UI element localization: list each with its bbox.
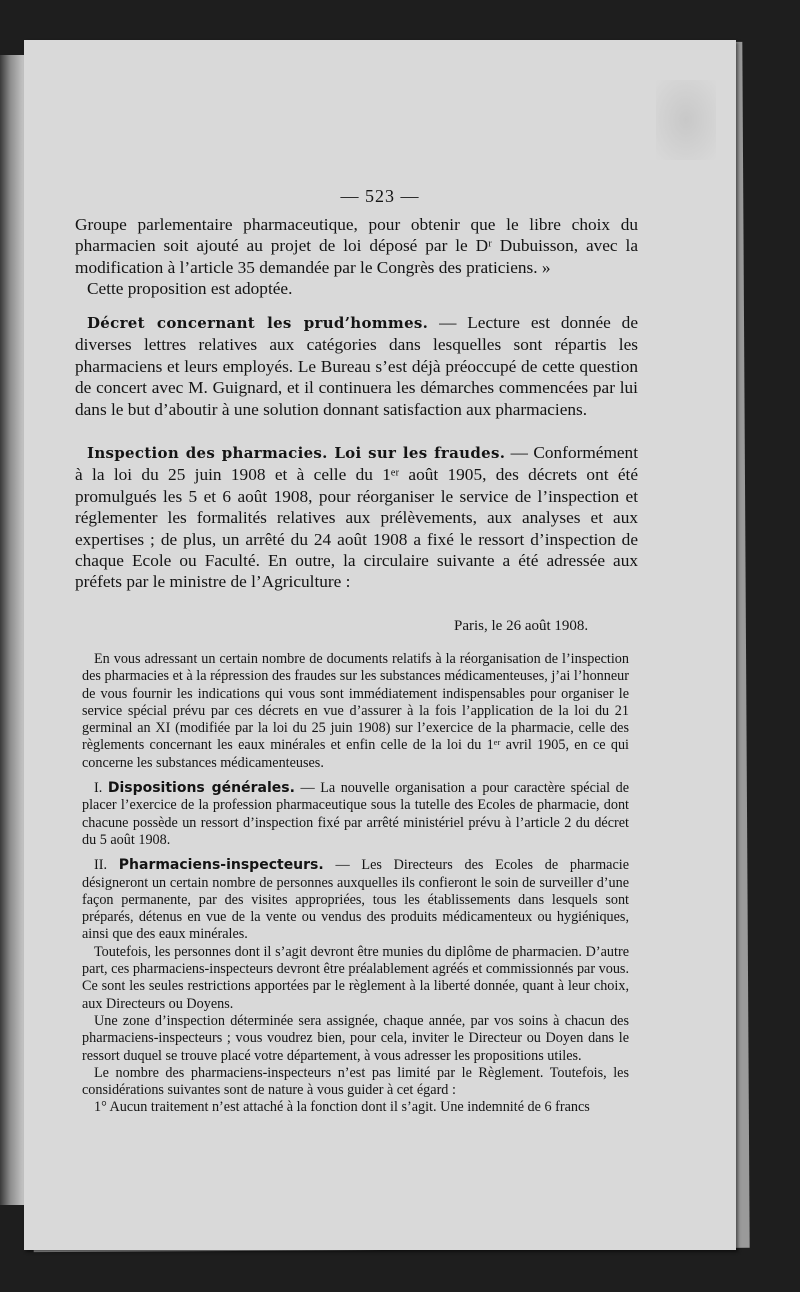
document-page bbox=[24, 40, 736, 1250]
circular-part-1 bbox=[82, 780, 629, 849]
section-heading: Décret concernant les prud’hommes. bbox=[87, 314, 429, 332]
part-number: I. bbox=[94, 780, 108, 797]
adjacent-page-edge bbox=[0, 55, 26, 1205]
part-heading: Dispositions générales. bbox=[107, 780, 295, 797]
section-body: — Conformément à la loi du 25 juin 1908 et à celle du 1ᵉʳ août 1905, des décrets ont été promulgués les 5 et 6 août 1908, pour réorganiser le service de l’inspection et réglementer les formalités relatives aux prélèvements, aux analyses et aux expertises ; de plus, un arrêté du 24 août 1908 a fixé le ressort d’inspection de chaque Ecole ou Faculté. En outre, la circulaire suivante a été adressée aux préfets par le ministre de l’Agriculture : bbox=[75, 443, 639, 592]
circular-date: Paris, le 26 août 1908. bbox=[454, 618, 589, 634]
circular-paragraph: Toutefois, les personnes dont il s’agit devront être munies du diplôme de pharmacien. D’autre part, ces pharmaciens-inspecteurs devront être préalablement agréés et commissionnés par vous. Ce sont les seules restrictions apportées par le règlement à la liberté donnée, quant à leur choix, aux Directeurs ou Doyens. bbox=[82, 943, 629, 1012]
adoption-line: Cette proposition est adoptée. bbox=[87, 279, 293, 299]
part-number: II. bbox=[94, 857, 119, 874]
section-inspection bbox=[75, 442, 638, 593]
continuation-paragraph: Groupe parlementaire pharmaceutique, pour obtenir que le libre choix du pharmacien soit ajouté au projet de loi déposé par le Dʳ Dubuisson, avec la modification à l’article 35 demandée par le Congrès des praticiens. » bbox=[75, 215, 638, 277]
circular-paragraph: Une zone d’inspection déterminée sera assignée, chaque année, par vos soins à chacun des pharmaciens-inspecteurs ; vous voudrez bien, pour cela, inviter le Directeur ou Doyen dans le ressort duquel se trouve placé votre département, à vous adresser les propositions utiles. bbox=[82, 1012, 629, 1064]
continuation-block bbox=[75, 214, 638, 300]
circular-part-2 bbox=[82, 857, 629, 943]
paper-stain bbox=[656, 80, 716, 160]
part-heading: Pharmaciens-inspecteurs. bbox=[118, 857, 324, 874]
circular-body bbox=[82, 651, 629, 1117]
circular-paragraph: 1° Aucun traitement n’est attaché à la fonction dont il s’agit. Une indemnité de 6 francs bbox=[94, 1099, 590, 1116]
section-prudhommes bbox=[75, 312, 638, 420]
section-paragraph bbox=[75, 442, 638, 593]
part-body: — Les Directeurs des Ecoles de pharmacie désigneront un certain nombre de personnes auxquelles ils confieront le soin de surveiller d’une façon permanente, par des visites appropriées, tous les établissements dans lesquels sont préparés, détenus en vue de la vente ou vendus des produits médicamenteux ou hygiéniques, ainsi que des eaux minérales. bbox=[82, 857, 629, 943]
section-paragraph bbox=[75, 312, 638, 420]
page-number: — 523 — bbox=[340, 186, 420, 206]
part-body: — La nouvelle organisation a pour caractère spécial de placer l’exercice de la profession pharmaceutique sous la tutelle des Ecoles de pharmacie, dont chacune possède un ressort d’inspection fixé par arrêté ministériel prévu à l’article 2 du décret du 5 août 1908. bbox=[82, 780, 629, 848]
section-heading: Inspection des pharmacies. Loi sur les fraudes. bbox=[87, 444, 506, 462]
section-body: — Lecture est donnée de diverses lettres relatives aux catégories dans lesquelles sont répartis les pharmaciens et leurs employés. Le Bureau s’est déjà préoccupé de cette question de concert avec M. Guignard, et il continuera les démarches commencées par lui dans le but d’aboutir à une solution donnant satisfaction aux pharmaciens. bbox=[75, 313, 638, 419]
circular-intro: En vous adressant un certain nombre de documents relatifs à la réorganisation de l’inspection des pharmacies et à la répression des fraudes sur les substances médicamenteuses, j’ai l’honneur de vous fournir les indications qui vous sont immédiatement indispensables pour organiser le service spécial prévu par ces décrets en vue d’assurer à la fois l’application de la loi du 21 germinal an XI (modifiée par la loi du 25 juin 1908) sur l’exercice de la pharmacie, celle des règlements concernant les eaux minérales et enfin celle de la loi du 1ᵉʳ avril 1905, en ce qui concerne les substances médicamenteuses. bbox=[82, 651, 629, 771]
circular-paragraph: Le nombre des pharmaciens-inspecteurs n’est pas limité par le Règlement. Toutefois, les considérations suivantes sont de nature à vous guider à cet égard : bbox=[82, 1064, 629, 1099]
